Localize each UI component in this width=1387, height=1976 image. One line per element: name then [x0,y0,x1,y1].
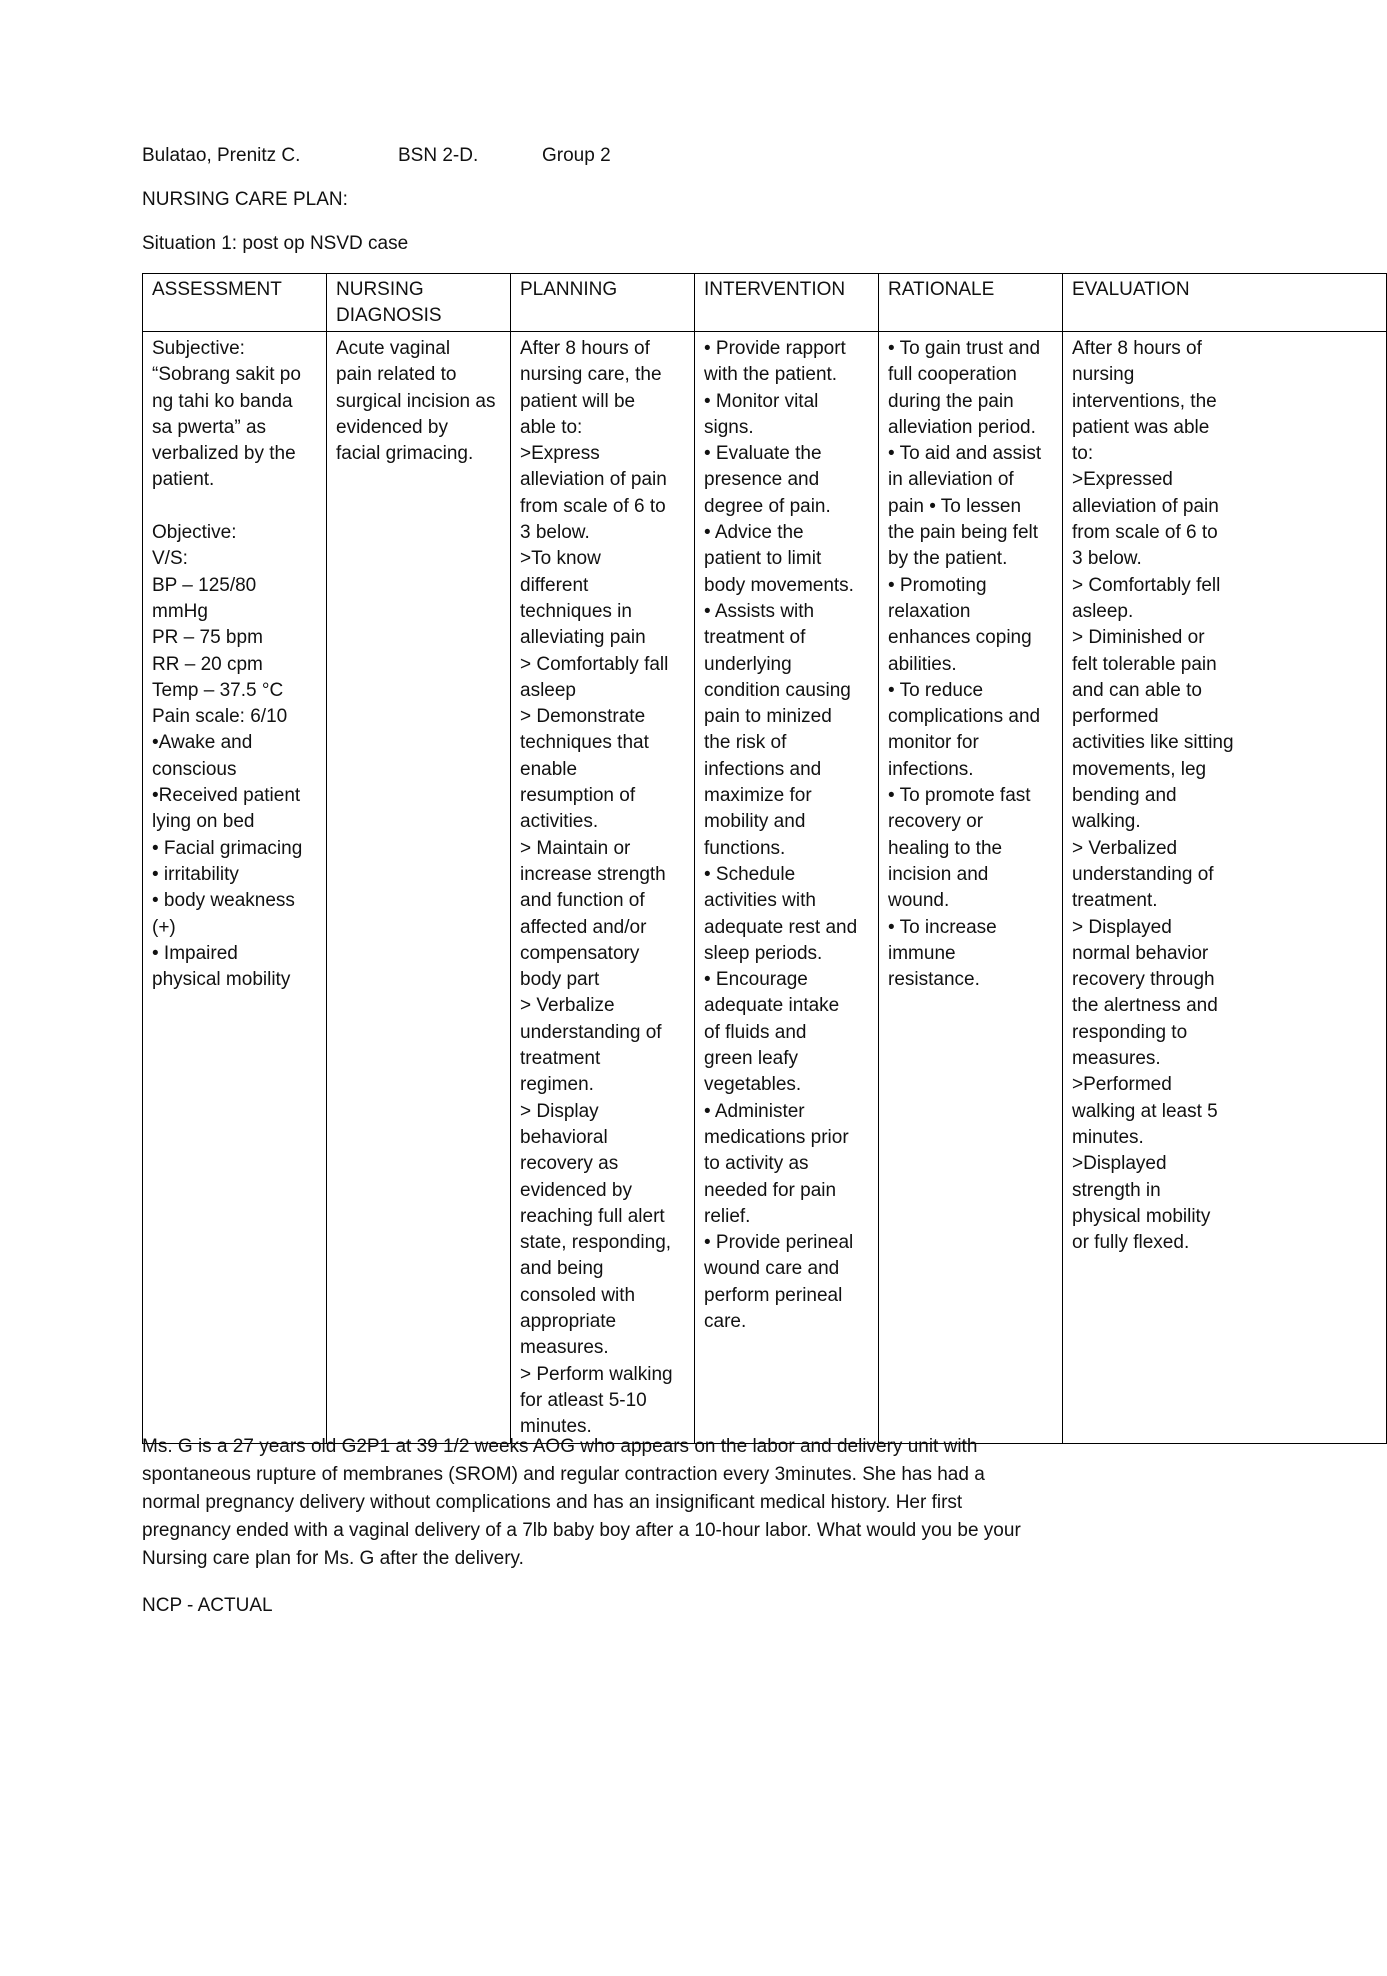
cell-line: Acute vaginal [336,338,451,359]
cell-line: evidenced by [336,416,448,438]
cell-line: and function of [520,890,645,912]
ncp-actual-label: NCP - ACTUAL [142,1595,273,1616]
cell-line: • Administer [704,1100,805,1122]
planning-cell [511,332,695,1444]
cell-line: patient will be [520,390,636,412]
table-header-row [143,274,1387,332]
cell-line: adequate rest and [704,916,858,938]
cell-line: full cooperation [888,364,1017,386]
cell-line: strength in [1072,1179,1161,1201]
cell-line: 3 below. [1072,548,1142,570]
cell-line: measures. [520,1337,609,1359]
cell-line: regimen. [520,1074,594,1096]
cell-line: walking at least 5 [1072,1100,1218,1122]
cell-line: incision and [888,863,989,885]
cell-line: • Facial grimacing [152,837,303,859]
cell-line: consoled with [520,1284,636,1306]
cell-line: physical mobility [1072,1205,1211,1227]
cell-line: enable [520,758,578,780]
cell-line: felt tolerable pain [1072,653,1217,675]
cell-line: infections. [888,758,974,780]
cell-line: minutes. [520,1416,592,1438]
evaluation-text [1072,336,1378,1256]
cell-line: > Display [520,1100,599,1122]
cell-line: >To know [520,548,601,570]
cell-line: and being [520,1258,604,1280]
intervention-cell [695,332,879,1444]
cell-line: “Sobrang sakit po [152,364,301,386]
cell-line: recovery through [1072,969,1215,991]
evaluation-cell [1063,332,1387,1444]
cell-line [152,494,318,520]
cell-line: > Verbalized [1072,837,1178,859]
cell-line: alleviating pain [520,627,646,649]
cell-line: measures. [1072,1048,1161,1070]
cell-line: • Assists with [704,600,815,622]
cell-line: resumption of [520,785,636,807]
rationale-cell [879,332,1063,1444]
column-header-evaluation: EVALUATION [1063,274,1387,332]
cell-line: >Displayed [1072,1153,1167,1175]
cell-line: interventions, the [1072,390,1217,412]
cell-line: • Provide rapport [704,338,846,359]
cell-line: in alleviation of [888,469,1014,491]
cell-line: asleep [520,679,576,701]
cell-line: care. [704,1310,747,1332]
cell-line: understanding of [1072,863,1214,885]
case-paragraph-line: Nursing care plan for Ms. G after the delivery. [142,1548,524,1569]
cell-line: sleep periods. [704,942,823,964]
cell-line: • To promote fast [888,785,1031,807]
cell-line: from scale of 6 to [1072,522,1218,544]
column-header-assessment: ASSESSMENT [143,274,327,332]
cell-line: understanding of [520,1021,662,1043]
cell-line: • Monitor vital [704,390,819,412]
cell-line: responding to [1072,1021,1188,1043]
cell-line: immune [888,942,956,964]
cell-line: monitor for [888,732,979,754]
cell-line: verbalized by the [152,443,296,465]
cell-line: treatment [520,1048,601,1070]
cell-line: during the pain [888,390,1014,412]
student-name: Bulatao, Prenitz C. [142,145,301,166]
column-header-nursing-diagnosis: NURSING DIAGNOSIS [327,274,511,332]
cell-line: • body weakness [152,890,295,912]
nursing-care-plan-table [142,273,1387,1444]
column-header-rationale: RATIONALE [879,274,1063,332]
cell-line: > Displayed [1072,916,1172,938]
student-group: Group 2 [542,145,611,166]
cell-line: patient to limit [704,548,822,570]
cell-line: compensatory [520,942,640,964]
student-section: BSN 2-D. [398,145,479,166]
cell-line: •Awake and [152,732,253,754]
cell-line: complications and [888,706,1041,728]
cell-line: adequate intake [704,995,840,1017]
cell-line: Pain scale: 6/10 [152,706,288,728]
cell-line: walking. [1072,811,1141,833]
rationale-text [888,336,1054,993]
cell-line: • To increase [888,916,997,938]
cell-line: nursing care, the [520,364,662,386]
cell-line: lying on bed [152,811,255,833]
cell-line: • irritability [152,863,239,885]
column-header-intervention: INTERVENTION [695,274,879,332]
cell-line: V/S: [152,548,188,570]
cell-line: >Expressed [1072,469,1173,491]
cell-line: pain • To lessen [888,495,1022,517]
cell-line: wound. [888,890,950,912]
cell-line: by the patient. [888,548,1008,570]
cell-line: performed [1072,706,1159,728]
cell-line: underlying [704,653,792,675]
cell-line: • Evaluate the [704,443,822,465]
cell-line: patient. [152,469,215,491]
cell-line: from scale of 6 to [520,495,666,517]
cell-line: mmHg [152,600,208,622]
cell-line: infections and [704,758,822,780]
nursing-diagnosis-text [336,336,502,467]
document-title: NURSING CARE PLAN: [142,189,348,210]
cell-line: and can able to [1072,679,1202,701]
cell-line: conscious [152,758,237,780]
cell-line: evidenced by [520,1179,632,1201]
cell-line: PR – 75 bpm [152,627,263,649]
cell-line: affected and/or [520,916,647,938]
cell-line: After 8 hours of [520,338,650,359]
cell-line: state, responding, [520,1232,672,1254]
cell-line: functions. [704,837,786,859]
cell-line: >Performed [1072,1074,1172,1096]
cell-line: the alertness and [1072,995,1218,1017]
assessment-cell [143,332,327,1444]
cell-line: nursing [1072,364,1135,386]
cell-line: Subjective: [152,338,245,359]
cell-line: recovery or [888,811,984,833]
cell-line: the pain being felt [888,522,1039,544]
cell-line: vegetables. [704,1074,802,1096]
cell-line: •Received patient [152,785,301,807]
cell-line: > Perform walking [520,1363,673,1385]
cell-line: • Encourage [704,969,808,991]
cell-line: perform perineal [704,1284,843,1306]
cell-line: abilities. [888,653,957,675]
cell-line: Temp – 37.5 °C [152,679,284,701]
cell-line: resistance. [888,969,980,991]
cell-line: physical mobility [152,969,291,991]
cell-line: to: [1072,443,1094,465]
cell-line: behavioral [520,1126,608,1148]
cell-line: reaching full alert [520,1205,665,1227]
cell-line: (+) [152,916,176,938]
cell-line: activities with [704,890,816,912]
column-header-planning: PLANNING [511,274,695,332]
cell-line: signs. [704,416,754,438]
nursing-diagnosis-cell [327,332,511,1444]
cell-line: asleep. [1072,600,1134,622]
assessment-text [152,336,318,993]
cell-line: relief. [704,1205,751,1227]
cell-line: > Maintain or [520,837,631,859]
table-row [143,332,1387,1444]
cell-line: alleviation of pain [1072,495,1219,517]
cell-line: activities like sitting [1072,732,1234,754]
case-paragraph-line: normal pregnancy delivery without complications and has an insignificant medical history. Her first [142,1492,963,1513]
cell-line: alleviation of pain [520,469,667,491]
cell-line: treatment. [1072,890,1158,912]
cell-line: techniques that [520,732,649,754]
cell-line: • Promoting [888,574,987,596]
cell-line: pain related to [336,364,457,386]
case-paragraph-line: pregnancy ended with a vaginal delivery of a 7lb baby boy after a 10-hour labor. What would you be your [142,1520,1021,1541]
cell-line: treatment of [704,627,806,649]
cell-line: sa pwerta” as [152,416,267,438]
case-paragraph-line: spontaneous rupture of membranes (SROM) and regular contraction every 3minutes. She has had a [142,1464,985,1485]
case-paragraph-line: Ms. G is a 27 years old G2P1 at 39 1/2 weeks AOG who appears on the labor and delivery unit with [142,1436,978,1457]
cell-line: • Impaired [152,942,238,964]
cell-line: • To gain trust and [888,338,1041,359]
cell-line: minutes. [1072,1126,1144,1148]
cell-line: needed for pain [704,1179,837,1201]
cell-line: appropriate [520,1310,617,1332]
cell-line: >Express [520,443,600,465]
cell-line: techniques in [520,600,632,622]
case-paragraph [142,1433,1082,1573]
cell-line: healing to the [888,837,1003,859]
cell-line: After 8 hours of [1072,338,1202,359]
cell-line: enhances coping [888,627,1032,649]
cell-line: wound care and [704,1258,840,1280]
cell-line: green leafy [704,1048,799,1070]
cell-line: ng tahi ko banda [152,390,293,412]
cell-line: > Verbalize [520,995,615,1017]
cell-line: with the patient. [704,364,838,386]
cell-line: increase strength [520,863,666,885]
cell-line: RR – 20 cpm [152,653,263,675]
cell-line: bending and [1072,785,1177,807]
cell-line: of fluids and [704,1021,807,1043]
cell-line: movements, leg [1072,758,1207,780]
cell-line: recovery as [520,1153,619,1175]
cell-line: > Comfortably fall [520,653,669,675]
cell-line: for atleast 5-10 [520,1389,647,1411]
situation-label: Situation 1: post op NSVD case [142,233,409,254]
cell-line: • Schedule [704,863,796,885]
cell-line: body part [520,969,600,991]
cell-line: relaxation [888,600,971,622]
cell-line: degree of pain. [704,495,831,517]
cell-line: able to: [520,416,583,438]
cell-line: patient was able [1072,416,1210,438]
planning-text [520,336,686,1440]
cell-line: alleviation period. [888,416,1036,438]
cell-line: activities. [520,811,599,833]
cell-line: Objective: [152,522,237,544]
cell-line: pain to minized [704,706,832,728]
cell-line: • To reduce [888,679,984,701]
cell-line: 3 below. [520,522,590,544]
cell-line: presence and [704,469,820,491]
cell-line: maximize for [704,785,812,807]
cell-line: mobility and [704,811,806,833]
cell-line: normal behavior [1072,942,1209,964]
cell-line: • To aid and assist [888,443,1042,465]
cell-line: medications prior [704,1126,849,1148]
cell-line: • Advice the [704,522,804,544]
cell-line: > Diminished or [1072,627,1205,649]
cell-line: different [520,574,589,596]
cell-line: • Provide perineal [704,1232,854,1254]
cell-line: condition causing [704,679,851,701]
cell-line: surgical incision as [336,390,496,412]
cell-line: > Comfortably fell [1072,574,1221,596]
cell-line: > Demonstrate [520,706,646,728]
cell-line: or fully flexed. [1072,1232,1190,1254]
intervention-text [704,336,870,1335]
cell-line: to activity as [704,1153,809,1175]
cell-line: BP – 125/80 [152,574,257,596]
cell-line: the risk of [704,732,787,754]
cell-line: body movements. [704,574,854,596]
cell-line: facial grimacing. [336,443,474,465]
